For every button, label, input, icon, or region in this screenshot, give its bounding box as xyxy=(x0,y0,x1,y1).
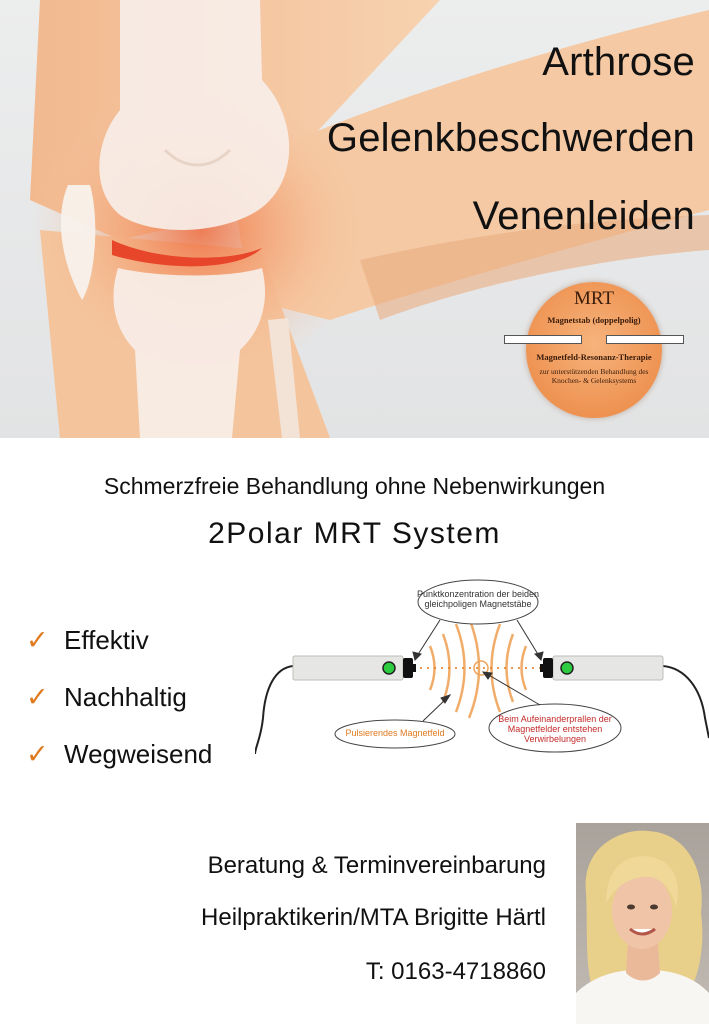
practitioner-name: Heilpraktikerin/MTA Brigitte Härtl xyxy=(201,904,546,931)
benefit-label: Effektiv xyxy=(64,625,149,655)
phone-number[interactable]: T: 0163-4718860 xyxy=(365,958,546,985)
benefit-label: Nachhaltig xyxy=(64,682,187,712)
contact-heading: Beratung & Terminvereinbarung xyxy=(207,852,546,879)
headline-venenleiden: Venenleiden xyxy=(472,194,695,238)
check-icon: ✓ xyxy=(26,625,49,655)
badge-description: zur unterstützenden Behandlung des Knochen- & Gelenksystems xyxy=(539,367,649,385)
benefit-label: Wegweisend xyxy=(64,739,213,769)
benefit-list xyxy=(26,612,212,783)
badge-therapie: Magnetfeld-Resonanz-Therapie xyxy=(536,352,652,362)
benefit-item xyxy=(26,612,212,669)
check-icon: ✓ xyxy=(26,682,49,712)
benefit-item xyxy=(26,669,212,726)
magnet-bar-left xyxy=(504,335,582,344)
diagram-label-top: Punktkonzentration der beiden gleichpoligen Magnetstäbe xyxy=(416,589,540,609)
system-title: 2Polar MRT System xyxy=(208,517,501,550)
diagram-label-right: Beim Aufeinanderprallen der Magnetfelder entstehen Verwirbelungen xyxy=(498,714,612,744)
hero-section xyxy=(0,0,709,438)
badge-title: MRT xyxy=(573,288,615,309)
check-icon: ✓ xyxy=(26,739,49,769)
diagram-label-left: Pulsierendes Magnetfeld xyxy=(345,728,445,738)
badge-subtitle: Magnetstab (doppelpolig) xyxy=(547,315,641,325)
tagline: Schmerzfreie Behandlung ohne Nebenwirkungen xyxy=(103,473,606,499)
headline-arthrose: Arthrose xyxy=(542,40,695,84)
benefit-item xyxy=(26,726,212,783)
portrait-image xyxy=(576,823,709,1024)
mrt-badge xyxy=(526,282,662,418)
headline-gelenkbeschwerden: Gelenkbeschwerden xyxy=(326,116,695,160)
magnet-bar-right xyxy=(606,335,684,344)
practitioner-photo xyxy=(576,823,709,1024)
